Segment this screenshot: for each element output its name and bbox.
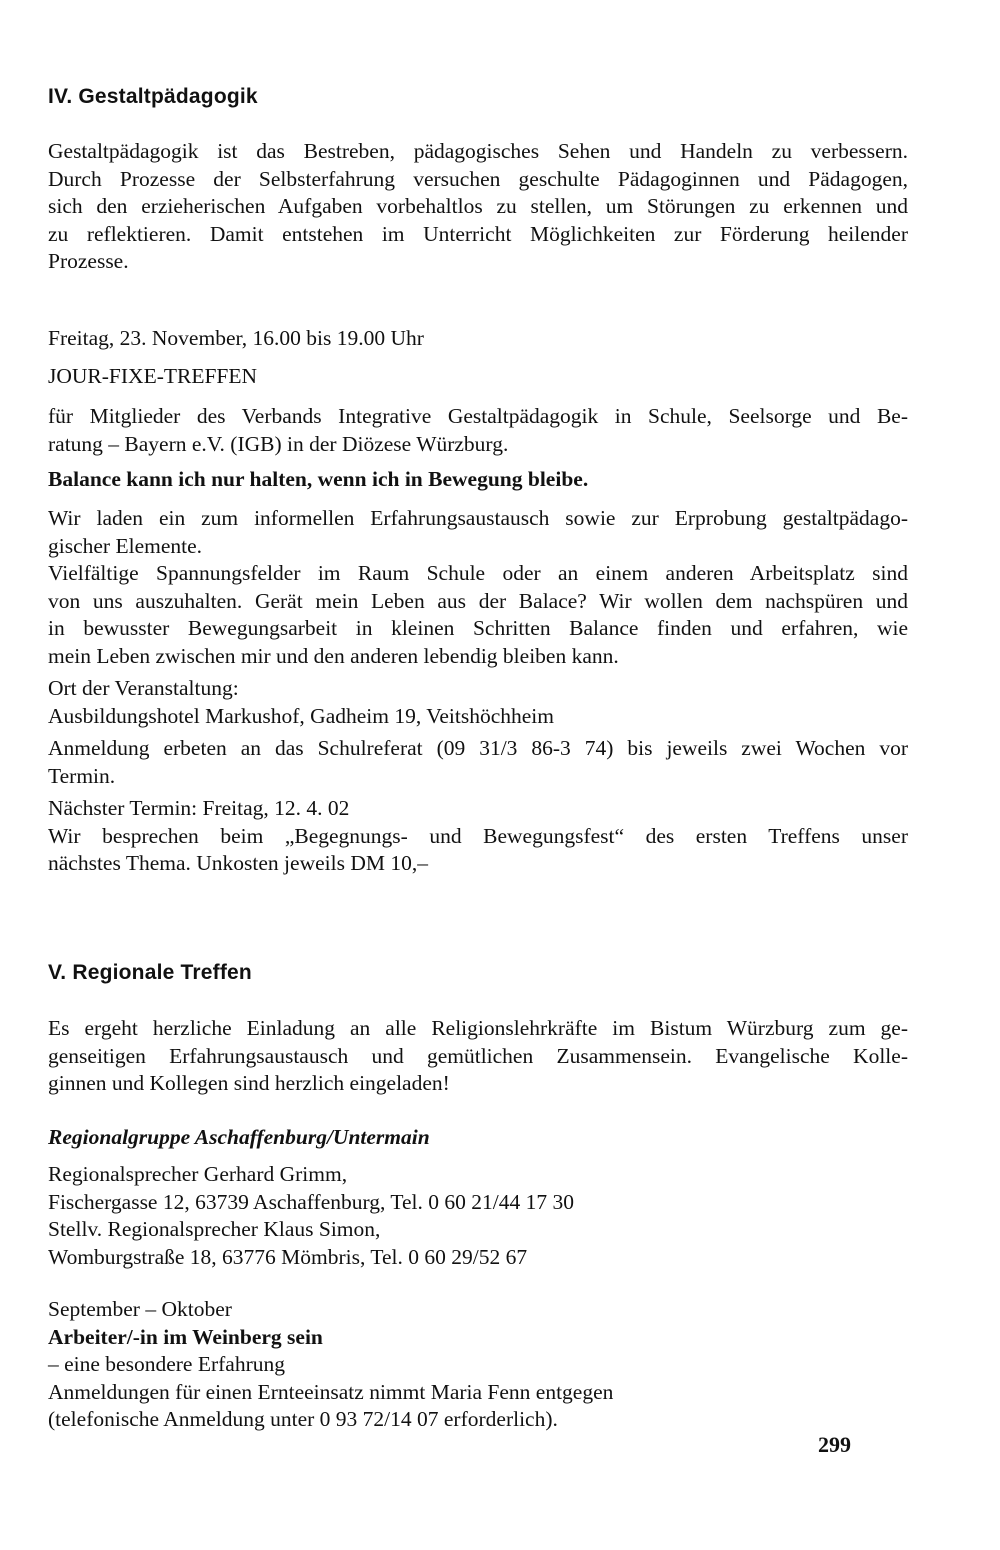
text-line: Wir besprechen beim „Begegnungs- und Bewegungsfest“ des ersten Treffens unser [48,823,908,848]
registration-paragraph [48,735,908,790]
motto-text: Balance kann ich nur halten, wenn ich in Bewegung bleibe. [48,467,589,491]
regional-group-title [48,1124,908,1152]
regional-group-title-text: Regionalgruppe Aschaffenburg/Untermain [48,1125,430,1149]
text-line: Durch Prozesse der Selbsterfahrung versuchen geschulte Pädagoginnen und Pädagogen, [48,166,908,191]
event-date [48,325,908,353]
event-title-weinberg: Arbeiter/-in im Weinberg sein [48,1324,323,1349]
contact-line: Stellv. Regionalsprecher Klaus Simon, [48,1217,381,1241]
section5-intro-paragraph [48,1015,908,1098]
text-line: genseitigen Erfahrungsaustausch und gemütlichen Zusammensein. Evangelische Kolle- [48,1043,908,1068]
next-date-block [48,795,908,878]
text-line: Termin. [48,763,116,788]
text-line: Vielfältige Spannungsfelder im Raum Schule oder an einem anderen Arbeitsplatz sind [48,561,908,585]
text-line: Anmeldungen für einen Ernteeinsatz nimmt Maria Fenn entgegen [48,1379,614,1404]
venue-address: Ausbildungshotel Markushof, Gadheim 19, Veitshöchheim [48,703,554,728]
venue-label: Ort der Veranstaltung: [48,676,239,700]
text-line: ratung – Bayern e.V. (IGB) in der Diözese Würzburg. [48,431,509,456]
section-heading-regionale-treffen: V. Regionale Treffen [48,961,252,984]
event-weinberg-block [48,1296,908,1434]
contact-line: Womburgstraße 18, 63776 Mömbris, Tel. 0 60 29/52 67 [48,1244,528,1269]
text-line: Anmeldung erbeten an das Schulreferat (09 31/3 86-3 74) bis jeweils zwei Wochen vor [48,736,908,760]
section-heading-gestaltpaedagogik: IV. Gestaltpädagogik [48,85,258,108]
motto [48,466,908,494]
text-line: Prozesse. [48,249,129,273]
text-line: ginnen und Kollegen sind herzlich eingeladen! [48,1071,450,1095]
members-paragraph [48,403,908,458]
text-line: Es ergeht herzliche Einladung an alle Religionslehrkräfte im Bistum Würzburg zum ge- [48,1016,908,1040]
text-line: sich den erzieherischen Aufgaben vorbehaltlos zu stellen, um Störungen zu erkennen und [48,194,908,218]
next-date: Nächster Termin: Freitag, 12. 4. 02 [48,796,350,820]
text-line: – eine besondere Erfahrung [48,1352,285,1376]
text-line: in bewusster Bewegungsarbeit in kleinen Schritten Balance finden und erfahren, wie [48,616,908,640]
contact-line: Fischergasse 12, 63739 Aschaffenburg, Tel. 0 60 21/44 17 30 [48,1189,574,1214]
section4-intro-paragraph [48,138,908,276]
contact-line: Regionalsprecher Gerhard Grimm, [48,1162,348,1186]
event-period: September – Oktober [48,1297,232,1321]
text-line: für Mitglieder des Verbands Integrative Gestaltpädagogik in Schule, Seelsorge und Be- [48,404,908,428]
text-line: gischer Elemente. [48,533,203,558]
text-line: von uns auszuhalten. Gerät mein Leben aus der Balace? Wir wollen dem nachspüren und [48,588,908,613]
text-line: (telefonische Anmeldung unter 0 93 72/14 07 erforderlich). [48,1407,558,1431]
event-date-text: Freitag, 23. November, 16.00 bis 19.00 Uhr [48,326,424,350]
text-line: zu reflektieren. Damit entstehen im Unterricht Möglichkeiten zur Förderung heilender [48,221,908,246]
venue-block [48,675,908,730]
contacts-block [48,1161,908,1271]
text-line: Gestaltpädagogik ist das Bestreben, pädagogisches Sehen und Handeln zu verbessern. [48,139,908,163]
document-page [48,0,908,1550]
event-title-jour-fixe [48,363,908,391]
page-number: 299 [818,1432,851,1457]
text-line: nächstes Thema. Unkosten jeweils DM 10,– [48,851,428,875]
text-line: mein Leben zwischen mir und den anderen lebendig bleiben kann. [48,643,619,668]
invite-paragraph [48,505,908,670]
text-line: Wir laden ein zum informellen Erfahrungsaustausch sowie zur Erprobung gestaltpädago- [48,506,908,530]
event-title-text: JOUR-FIXE-TREFFEN [48,364,258,388]
